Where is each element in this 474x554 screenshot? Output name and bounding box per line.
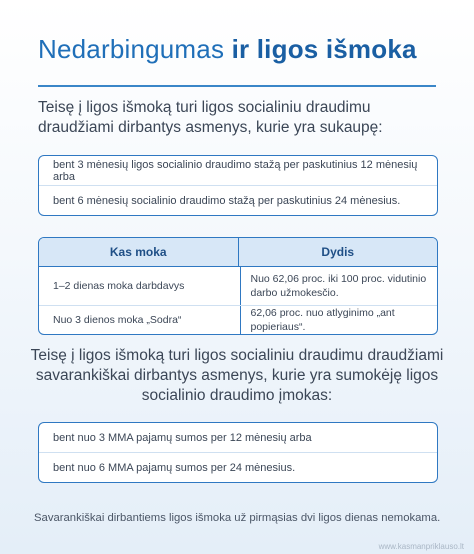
column-header-size: Dydis <box>321 245 355 259</box>
condition-item: bent nuo 3 MMA pajamų sumos per 12 mėnesių arba <box>53 431 312 444</box>
footer-note: Savarankiškai dirbantiems ligos išmoka už pirmąsias dvi ligos dienas nemokama. <box>34 512 441 524</box>
table-cell-who: 1–2 dienas moka darbdavys <box>39 267 241 305</box>
self-employed-intro: Teisę į ligos išmoką turi ligos socialiniu draudimu draudžiami savarankiškai dirbantys asmenys, kurie yra sumokėję ligos socialinio draudimo įmokas: <box>30 347 444 404</box>
self-employed-conditions-box <box>38 422 438 483</box>
table-header <box>39 238 437 267</box>
table-cell-who: Nuo 3 dienos moka „Sodra“ <box>39 306 241 334</box>
title-divider <box>38 85 436 87</box>
table-row <box>39 267 437 305</box>
employees-intro: Teisę į ligos išmoką turi ligos socialiniu draudimu draudžiami dirbantys asmenys, kurie yra sukaupę: <box>38 99 383 136</box>
title-regular: Nedarbingumas <box>38 34 225 64</box>
table-cell-size: 62,06 proc. nuo atlyginimo „ant popieriaus“. <box>250 307 395 333</box>
table-cell-size: Nuo 62,06 proc. iki 100 proc. vidutinio darbo užmokesčio. <box>250 273 427 299</box>
column-header-who: Kas moka <box>39 238 239 266</box>
condition-item: bent nuo 6 MMA pajamų sumos per 24 mėnesius. <box>39 452 437 482</box>
watermark: www.kasmanpriklauso.lt <box>378 542 464 551</box>
page-title <box>38 34 417 65</box>
title-bold: ir ligos išmoka <box>231 34 417 64</box>
condition-item: bent 6 mėnesių socialinio draudimo stažą per paskutinius 24 mėnesius. <box>39 185 437 215</box>
payment-table <box>38 237 438 335</box>
table-row <box>39 305 437 334</box>
employees-conditions-box <box>38 155 438 216</box>
condition-item: bent 3 mėnesių ligos socialinio draudimo stažą per paskutinius 12 mėnesių arba <box>53 158 418 183</box>
